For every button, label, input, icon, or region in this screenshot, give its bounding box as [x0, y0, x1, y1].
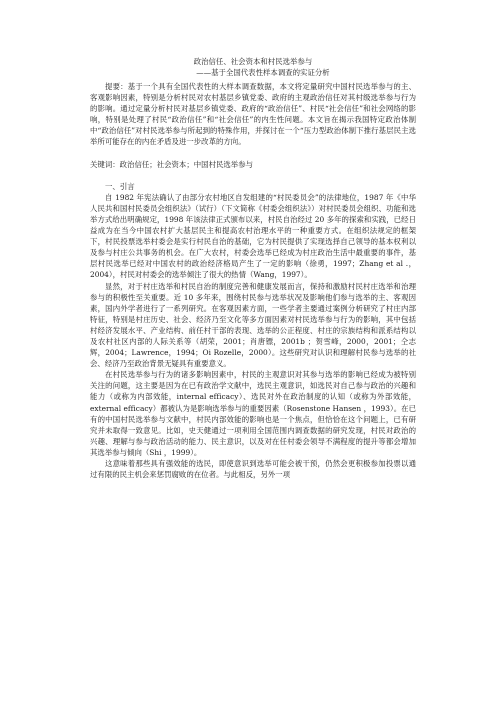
- document-title: 政治信任、社会资本和村民选举参与: [193, 57, 313, 66]
- document-page: [90, 56, 416, 480]
- body-paragraph: 在村民选举参与行为的诸多影响因素中，村民的主观意识对其参与选举的影响已经成为被特别关注的问题，这主要是因为在已有政治学文献中，选民主观意识，如选民对自己参与政治的兴趣和能力（或称为内部效能，internal efficacy）、选民对外在政治制度的认知（或称为外部效能，external efficacy）都被认为是影响选举参与的重要因素（Rosenstone Hansen ，1993）。在已有的中国村民选举参与文献中，村民内部效能的影响也是一个焦点，但恰恰在这个问题上，已有研究并未取得一致意见。比如，史天健通过一项利用全国范围内调查数据的研究发现，村民对政治的兴趣、理解与参与政治活动的能力、民主意识，以及对在任村委会领导不满程度的提升等都会增加其选举参与倾向（Shi ，1999）。: [90, 370, 416, 457]
- body-paragraph: 显然，对于村庄选举和村民自治的制度完善和健康发展而言，保持和激励村民村庄选举和治理参与的积极性至关重要。近 10 多年来，围绕村民参与选举状况及影响他们参与选举的主、客观因素，国内外学者进行了一系列研究。在客观因素方面，一些学者主要通过案例分析研究了村庄内部特征，特别是村庄历史、社会、经济乃至文化等多方面因素对村民选举参与行为的影响，其中包括村经济发展水平、产业结构、前任村干部的表现、选举的公正程度、村庄的宗族结构和派系结构以及农村社区内部的人际关系等（胡荣，2001；肖唐镖，2001b ；贺雪峰，2000，2001；仝志辉，2004；Lawrence，1994；Oi Rozelle，2000）。这些研究对认识和理解村民参与选举的社会、经济乃至政治背景无疑具有重要意义。: [90, 281, 416, 369]
- keywords-line: 关键词：政治信任；社会资本；中国村民选举参与: [90, 159, 254, 169]
- abstract-paragraph: 提要：基于一个具有全国代表性的大样本调查数据，本文将定量研究中国村民选举参与的主、客观影响因素，特别是分析村民对农村基层乡镇党委、政府的主观政治信任对其村级选举参与行为的影响。通过定量分析村民对基层乡镇党委、政府的“政治信任”、村民“社会信任”和社会网络的影响，特别是处理了村民“政治信任”和“社会信任”的内生性问题。本文旨在揭示我国特定政治体制中“政治信任”对村民选举参与所起到的特殊作用，并探讨在一个“压力型政治体制下推行基层民主选举所可能存在的内在矛盾及进一步改革的方向。: [90, 82, 416, 147]
- section-heading: 一、引言: [105, 181, 135, 191]
- body-paragraph: 自 1982 年宪法确认了由部分农村地区自发组建的“村民委员会”的法律地位，1987 年《中华人民共和国村民委员会组织法》（试行）（下文简称《村委会组织法》）对村民委员会组织、功能和选举方式给出明确规定，1998 年该法律正式颁布以来，村民自治经过 20 多年的探索和实践，已经日益成为在当今中国农村扩大基层民主和提高农村治理水平的一种重要方式。在组织法规定的框架下，村民投票选举村委会是实行村民自治的基础，它为村民提供了实现选择自己领导的基本权利以及参与村庄公共事务的机会。在广大农村，村委会选举已经成为村庄政治生活中最重要的事件，基层村民选举已经对中国农村的政治经济格局产生了一定的影响（徐勇，1997；Zhang et al .，2004），村民对村委会的选举倾注了很大的热情（Wang，1997）。: [90, 192, 416, 280]
- document-subtitle: ——基于全国代表性样本调查的实证分析: [196, 68, 330, 77]
- body-paragraph: 这意味着那些具有强效能的选民，即使意识到选举可能会被干预，仍然会更积极参加投票以通过有限的民主机会来惩罚腐败的在位者。与此相反，另外一项: [90, 459, 416, 480]
